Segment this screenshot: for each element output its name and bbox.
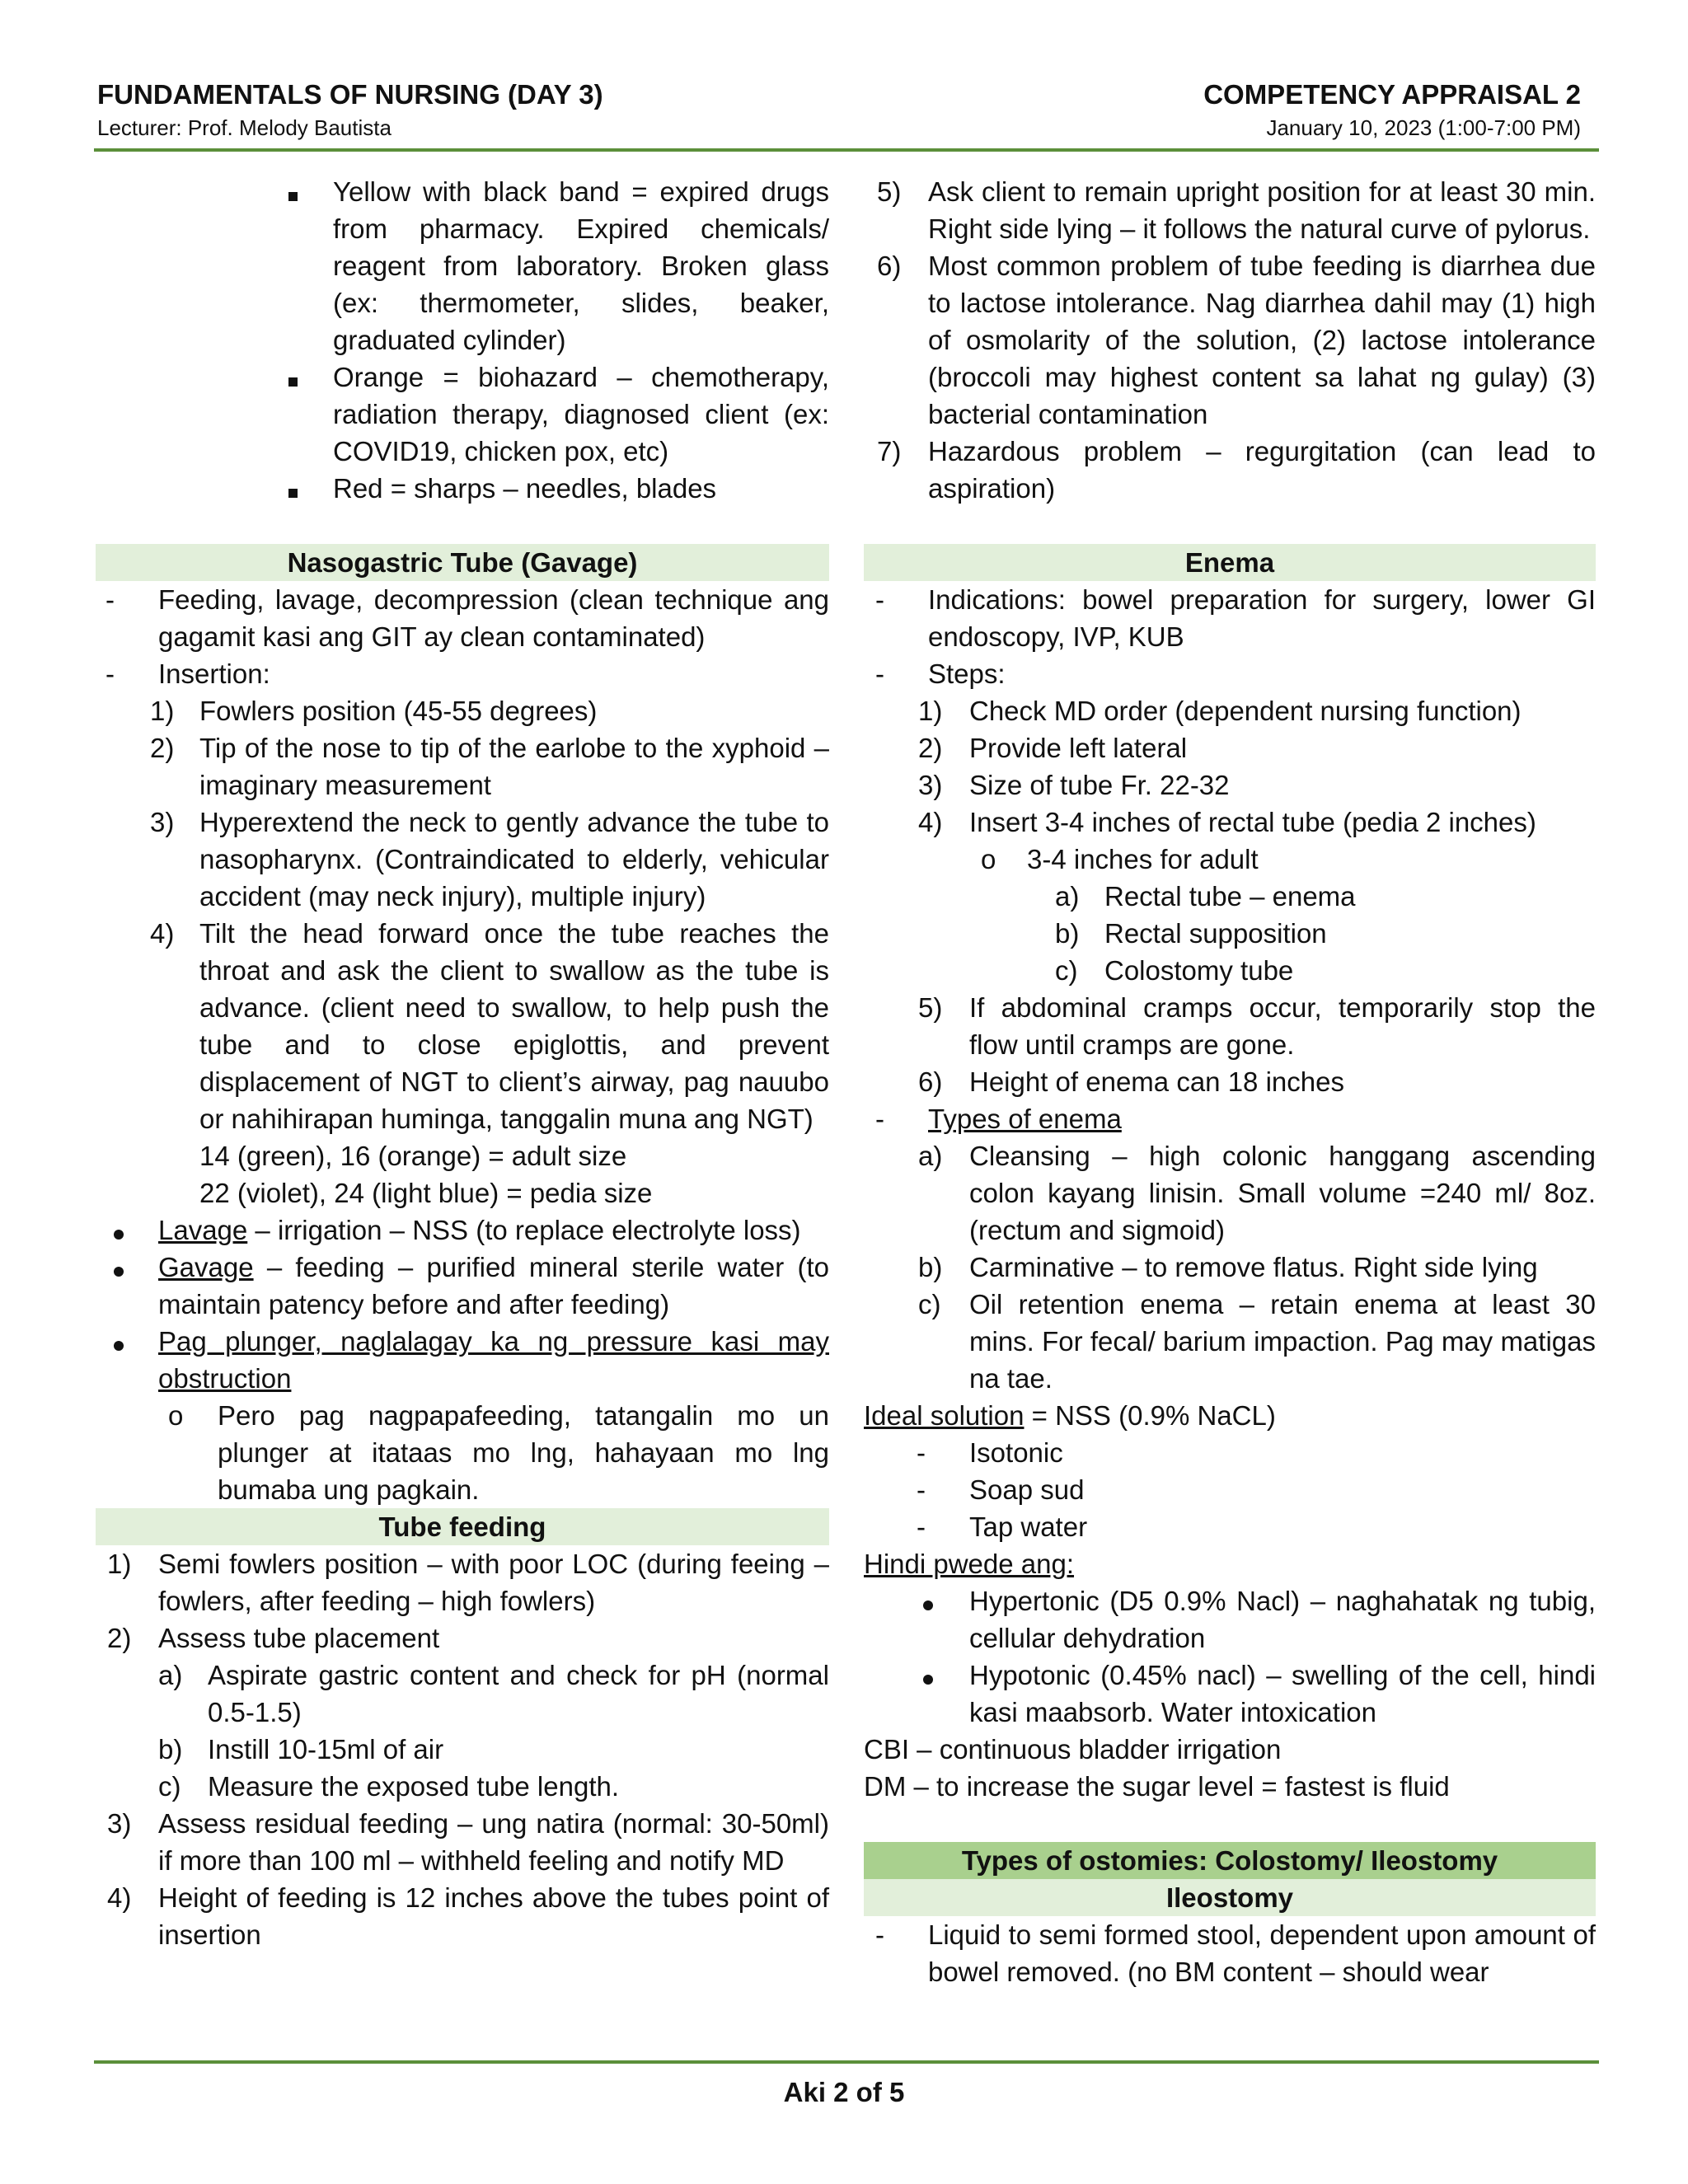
list-item: 2) Tip of the nose to tip of the earlobe to the xyphoid – imaginary measurement: [150, 733, 829, 800]
list-item: b) Rectal supposition: [1055, 918, 1327, 949]
list-item: 5) If abdominal cramps occur, temporarily stop the flow until cramps are gone.: [918, 992, 1596, 1060]
tube-sizes-adult: 14 (green), 16 (orange) = adult size: [199, 1141, 627, 1171]
list-item: 3) Assess residual feeding – ung natira (normal: 30-50ml) if more than 100 ml – withheld feeling and notify MD: [107, 1808, 829, 1876]
list-item: 7) Hazardous problem – regurgitation (can lead to aspiration): [877, 436, 1596, 504]
list-item: a) Rectal tube – enema: [1055, 881, 1356, 912]
list-item: b) Instill 10-15ml of air: [158, 1734, 444, 1765]
list-item: - Insertion:: [106, 658, 270, 689]
section-heading-enema: Enema: [864, 544, 1596, 581]
list-item: - Steps:: [875, 658, 1006, 689]
list-item: Gavage – feeding – purified mineral sterile water (to maintain patency before and after feeding): [96, 1249, 829, 1323]
list-item: - Indications: bowel preparation for surgery, lower GI endoscopy, IVP, KUB: [875, 584, 1596, 652]
list-item: - Feeding, lavage, decompression (clean technique ang gagamit kasi ang GIT ay clean contaminated): [106, 584, 829, 652]
lecturer-name: Lecturer: Prof. Melody Bautista: [97, 115, 392, 140]
ideal-solution: Ideal solution = NSS (0.9% NaCL): [864, 1400, 1276, 1431]
course-title: FUNDAMENTALS OF NURSING (DAY 3): [97, 79, 603, 110]
exam-title: COMPETENCY APPRAISAL 2: [1203, 79, 1581, 110]
list-item: 4) Tilt the head forward once the tube reaches the throat and ask the client to swallow as the tube is advance. (client need to swallow, to help push the tube and to close epiglottis, and prevent displacement of NGT to client’s airway, pag nauubo or nahihirapan huminga, tanggalin muna ang NGT): [150, 918, 829, 1134]
section-heading-ostomies: Types of ostomies: Colostomy/ Ileostomy: [864, 1842, 1596, 1879]
list-item: Hypertonic (D5 0.9% Nacl) – naghahatak ng tubig, cellular dehydration: [864, 1582, 1596, 1657]
dm-note: DM – to increase the sugar level = fastest is fluid: [864, 1771, 1450, 1802]
list-item: 2) Assess tube placement: [107, 1623, 440, 1653]
list-item: o 3-4 inches for adult: [981, 844, 1259, 874]
subheading-ileostomy: Ileostomy: [864, 1879, 1596, 1916]
list-item: Yellow with black band = expired drugs from pharmacy. Expired chemicals/ reagent from laboratory. Broken glass (ex: thermometer, slides, beaker, graduated cylinder): [96, 173, 829, 359]
list-item: 1) Semi fowlers position – with poor LOC (during feeing – fowlers, after feeding – high fowlers): [107, 1549, 829, 1616]
right-column: [864, 173, 1596, 1990]
lecture-date: January 10, 2023 (1:00-7:00 PM): [1266, 115, 1581, 140]
page-header: [97, 79, 1581, 141]
list-item: 3) Size of tube Fr. 22-32: [918, 770, 1230, 800]
list-item: - Soap sud: [917, 1474, 1085, 1505]
section-heading-tube-feeding: Tube feeding: [96, 1508, 829, 1545]
section-heading-ngt: Nasogastric Tube (Gavage): [96, 544, 829, 581]
list-item: Red = sharps – needles, blades: [96, 470, 829, 507]
list-item: 4) Insert 3-4 inches of rectal tube (pedia 2 inches): [918, 807, 1536, 837]
list-item: c) Measure the exposed tube length.: [158, 1771, 620, 1802]
list-item: o Pero pag nagpapafeeding, tatangalin mo un plunger at itataas mo lng, hahayaan mo lng bumaba ung pagkain.: [168, 1400, 829, 1505]
list-item: a) Cleansing – high colonic hanggang ascending colon kayang linisin. Small volume =240 ml/ 8oz. (rectum and sigmoid): [918, 1141, 1596, 1245]
list-item: a) Aspirate gastric content and check for pH (normal 0.5-1.5): [158, 1660, 829, 1727]
list-item: Pag plunger, naglalagay ka ng pressure kasi may obstruction: [96, 1323, 829, 1397]
list-item: - Liquid to semi formed stool, dependent upon amount of bowel removed. (no BM content – should wear: [875, 1919, 1596, 1987]
list-item: Orange = biohazard – chemotherapy, radiation therapy, diagnosed client (ex: COVID19, chicken pox, etc): [96, 359, 829, 470]
left-column: [96, 173, 829, 1953]
list-item: c) Oil retention enema – retain enema at least 30 mins. For fecal/ barium impaction. Pag may matigas na tae.: [918, 1289, 1596, 1394]
list-item: 1) Fowlers position (45-55 degrees): [150, 696, 598, 726]
list-item: Hypotonic (0.45% nacl) – swelling of the cell, hindi kasi maabsorb. Water intoxication: [864, 1657, 1596, 1731]
page-number: Aki 2 of 5: [783, 2077, 905, 2107]
list-item: 2) Provide left lateral: [918, 733, 1188, 763]
header-rule: [94, 148, 1599, 152]
cbi-note: CBI – continuous bladder irrigation: [864, 1734, 1282, 1765]
list-item: - Isotonic: [917, 1437, 1063, 1468]
list-item: b) Carminative – to remove flatus. Right side lying: [918, 1252, 1538, 1282]
not-allowed-label: Hindi pwede ang:: [864, 1549, 1075, 1579]
list-item: 6) Most common problem of tube feeding is diarrhea due to lactose intolerance. Nag diarrhea dahil may (1) high of osmolarity of the solution, (2) lactose intolerance (broccoli may highest content sa lahat ng gulay) (3) bacterial contamination: [877, 251, 1596, 429]
list-item: 1) Check MD order (dependent nursing function): [918, 696, 1522, 726]
list-item: 4) Height of feeding is 12 inches above the tubes point of insertion: [107, 1882, 829, 1950]
list-item: 6) Height of enema can 18 inches: [918, 1066, 1344, 1097]
list-item: Lavage – irrigation – NSS (to replace electrolyte loss): [96, 1212, 829, 1249]
list-item: - Tap water: [917, 1511, 1088, 1542]
list-item: 3) Hyperextend the neck to gently advance the tube to nasopharynx. (Contraindicated to elderly, vehicular accident (may neck injury), multiple injury): [150, 807, 829, 912]
list-item: 5) Ask client to remain upright position for at least 30 min. Right side lying – it follows the natural curve of pylorus.: [877, 176, 1596, 244]
footer-rule: [94, 2060, 1599, 2064]
list-item: c) Colostomy tube: [1055, 955, 1294, 986]
tube-sizes-pedia: 22 (violet), 24 (light blue) = pedia size: [199, 1178, 653, 1208]
list-item: - Types of enema: [875, 1104, 1122, 1134]
